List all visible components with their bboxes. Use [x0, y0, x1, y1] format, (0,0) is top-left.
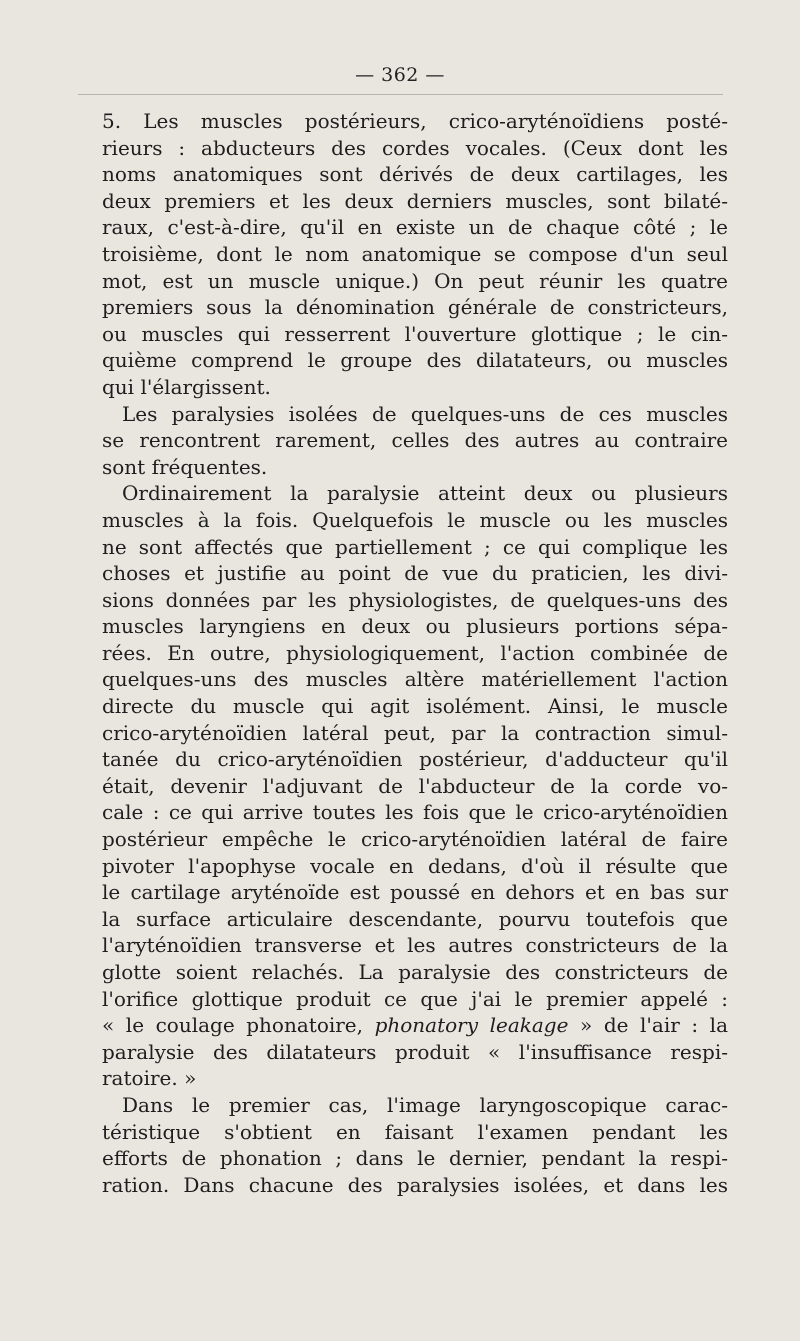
text-line: téristique s'obtient en faisant l'examen pendant les	[102, 1119, 728, 1144]
text-line: pivoter l'apophyse vocale en dedans, d'où il résulte que	[102, 853, 728, 878]
text-line: rées. En outre, physiologiquement, l'action combinée de	[102, 640, 728, 665]
text-line: qui l'élargissent.	[102, 374, 271, 399]
text-line: premiers sous la dénomination générale de constricteurs,	[102, 295, 728, 320]
text-line: 5. Les muscles postérieurs, crico-aryténoïdiens posté-	[102, 109, 728, 133]
page-number: — 362 —	[355, 64, 445, 86]
text-line: Dans le premier cas, l'image laryngoscopique carac-	[122, 1092, 728, 1117]
text-line: paralysie des dilatateurs produit « l'insuffisance respi-	[102, 1039, 728, 1064]
paragraph-1	[82, 108, 728, 401]
text-line: Ordinairement la paralysie atteint deux ou plusieurs	[122, 481, 728, 506]
text-line: tanée du crico-aryténoïdien postérieur, d'adducteur qu'il	[102, 747, 728, 772]
text-line: ratoire. »	[102, 1066, 197, 1091]
text-line: muscles laryngiens en deux ou plusieurs portions sépa-	[102, 614, 728, 639]
text-line: crico-aryténoïdien latéral peut, par la contraction simul-	[102, 720, 728, 745]
text-line: ou muscles qui resserrent l'ouverture glottique ; le cin-	[102, 321, 728, 346]
body-text	[82, 108, 728, 1198]
text-line: était, devenir l'adjuvant de l'abducteur de la corde vo-	[102, 773, 728, 798]
header-rule	[78, 94, 723, 95]
text-line: quelques-uns des muscles altère matériellement l'action	[102, 667, 728, 692]
quote-after: » de l'air : la	[568, 1013, 728, 1038]
text-line: le cartilage aryténoïde est poussé en dehors et en bas sur	[102, 880, 728, 905]
text-line: sions données par les physiologistes, de quelques-uns des	[102, 587, 728, 612]
text-line: postérieur empêche le crico-aryténoïdien latéral de faire	[102, 827, 728, 852]
english-term: phonatory leakage	[374, 1013, 569, 1038]
paragraph-4	[82, 1092, 728, 1198]
text-line: noms anatomiques sont dérivés de deux cartilages, les	[102, 162, 728, 187]
text-line: deux premiers et les deux derniers muscles, sont bilaté-	[102, 188, 728, 213]
text-line: directe du muscle qui agit isolément. Ainsi, le muscle	[102, 694, 728, 719]
text-line: la surface articulaire descendante, pourvu toutefois que	[102, 906, 728, 931]
text-line: ne sont affectés que partiellement ; ce qui complique les	[102, 534, 728, 559]
text-line: l'orifice glottique produit ce que j'ai le premier appelé :	[102, 986, 728, 1011]
paragraph-2	[82, 401, 728, 481]
text-line: quième comprend le groupe des dilatateurs, ou muscles	[102, 348, 728, 373]
text-line: se rencontrent rarement, celles des autres au contraire	[102, 428, 728, 453]
text-line: cale : ce qui arrive toutes les fois que le crico-aryténoïdien	[102, 800, 728, 825]
text-line: l'aryténoïdien transverse et les autres constricteurs de la	[102, 933, 728, 958]
text-line: sont fréquentes.	[102, 454, 268, 479]
text-line: muscles à la fois. Quelquefois le muscle ou les muscles	[102, 507, 728, 532]
text-line: ration. Dans chacune des paralysies isolées, et dans les	[102, 1172, 728, 1197]
text-line-with-italic	[82, 1012, 728, 1039]
text-line: Les paralysies isolées de quelques-uns de ces muscles	[122, 401, 728, 426]
text-line: glotte soient relachés. La paralysie des constricteurs de	[102, 960, 728, 984]
text-line: troisième, dont le nom anatomique se compose d'un seul	[102, 241, 728, 266]
text-line: choses et justifie au point de vue du praticien, les divi-	[102, 561, 728, 586]
text-line: efforts de phonation ; dans le dernier, pendant la respi-	[102, 1146, 728, 1171]
quote-before: « le coulage phonatoire,	[102, 1013, 375, 1038]
text-line: raux, c'est-à-dire, qu'il en existe un de chaque côté ; le	[102, 215, 728, 240]
text-line: mot, est un muscle unique.) On peut réunir les quatre	[102, 268, 728, 293]
text-line: rieurs : abducteurs des cordes vocales. (Ceux dont les	[102, 135, 728, 160]
paragraph-3	[82, 480, 728, 1092]
